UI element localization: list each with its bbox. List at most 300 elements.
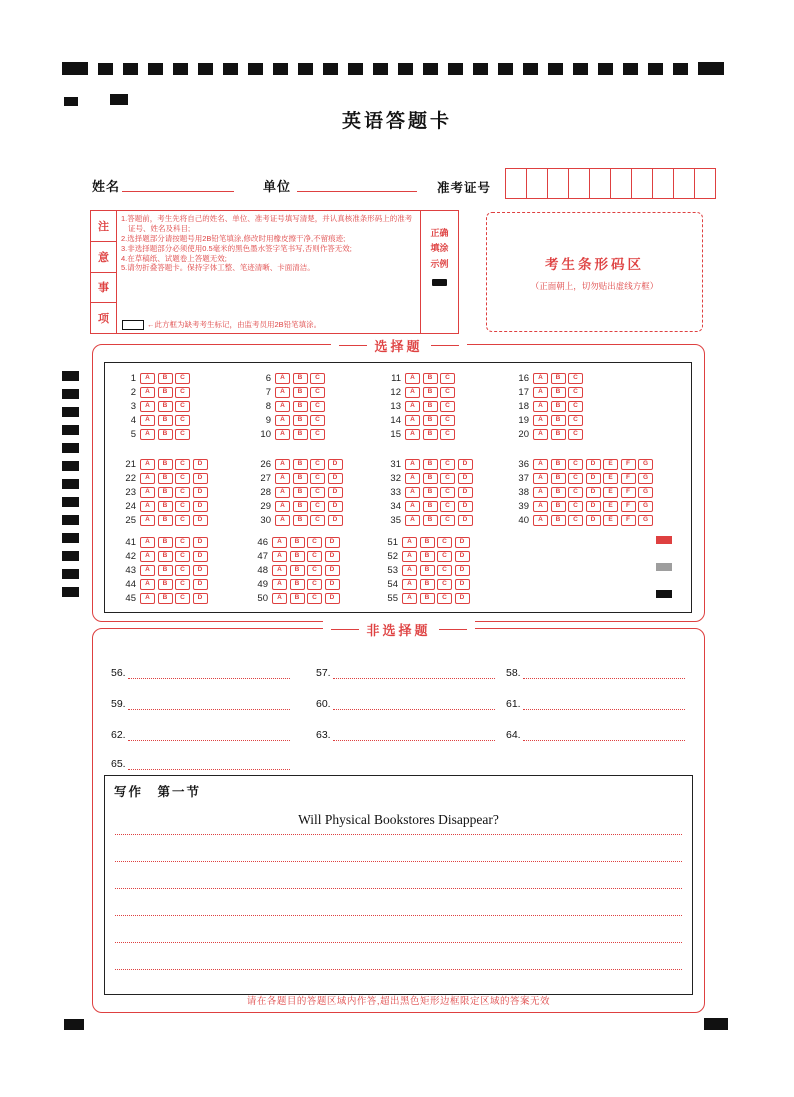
answer-bubble[interactable]: G	[638, 459, 653, 470]
answer-bubble[interactable]: C	[307, 551, 322, 562]
answer-bubble[interactable]: A	[140, 473, 155, 484]
answer-bubble[interactable]: A	[405, 387, 420, 398]
timing-mark	[523, 63, 538, 75]
writing-line[interactable]	[115, 861, 682, 862]
question-number: 24	[125, 500, 136, 512]
answer-bubble[interactable]: B	[551, 459, 566, 470]
answer-bubble[interactable]: A	[533, 515, 548, 526]
answer-bubble[interactable]: E	[603, 501, 618, 512]
timing-mark	[423, 63, 438, 75]
unit-input-line[interactable]	[297, 174, 417, 192]
answer-bubble[interactable]: D	[193, 501, 208, 512]
answer-bubble[interactable]: D	[193, 579, 208, 590]
ticket-digit-box[interactable]	[589, 168, 611, 199]
answer-line[interactable]	[523, 727, 685, 741]
answer-bubble[interactable]: B	[158, 387, 173, 398]
answer-bubble[interactable]: D	[586, 501, 601, 512]
answer-bubble[interactable]: A	[533, 373, 548, 384]
question-number: 29	[260, 500, 271, 512]
ticket-digit-box[interactable]	[526, 168, 548, 199]
answer-bubble[interactable]: A	[140, 487, 155, 498]
question-number: 27	[260, 472, 271, 484]
answer-bubble[interactable]: A	[275, 487, 290, 498]
answer-bubble[interactable]: D	[193, 565, 208, 576]
question-row	[384, 413, 458, 427]
answer-bubble[interactable]: C	[310, 459, 325, 470]
answer-bubble[interactable]: C	[440, 515, 455, 526]
answer-bubble[interactable]: B	[293, 373, 308, 384]
answer-bubble[interactable]: B	[290, 551, 305, 562]
answer-bubble[interactable]: D	[455, 593, 470, 604]
answer-bubble[interactable]: E	[603, 459, 618, 470]
answer-bubble[interactable]: C	[568, 459, 583, 470]
question-row	[384, 399, 458, 413]
answer-bubble[interactable]: B	[551, 515, 566, 526]
answer-bubble[interactable]: D	[325, 593, 340, 604]
timing-mark	[698, 62, 724, 75]
answer-bubble[interactable]: D	[325, 551, 340, 562]
answer-bubble[interactable]: D	[455, 579, 470, 590]
subjective-question	[316, 727, 495, 741]
answer-bubble[interactable]: C	[568, 415, 583, 426]
answer-bubble[interactable]: B	[158, 415, 173, 426]
question-row	[251, 563, 342, 577]
answer-bubble[interactable]: B	[158, 515, 173, 526]
answer-bubble[interactable]: G	[638, 487, 653, 498]
answer-bubble[interactable]: A	[272, 565, 287, 576]
answer-bubble[interactable]: A	[140, 579, 155, 590]
ticket-digit-box[interactable]	[610, 168, 632, 199]
question-number: 31	[390, 458, 401, 470]
answer-bubble[interactable]: A	[275, 373, 290, 384]
answer-bubble[interactable]: D	[455, 551, 470, 562]
choice-column	[119, 457, 210, 527]
answer-bubble[interactable]: F	[621, 487, 636, 498]
answer-bubble[interactable]: B	[551, 473, 566, 484]
answer-line[interactable]	[333, 727, 495, 741]
subjective-section-title: 非选择题	[322, 620, 474, 639]
answer-bubble[interactable]: C	[437, 551, 452, 562]
answer-bubble[interactable]: D	[586, 515, 601, 526]
answer-bubble[interactable]: B	[158, 579, 173, 590]
question-row	[512, 399, 586, 413]
answer-line[interactable]	[128, 756, 290, 770]
absent-checkbox[interactable]	[122, 320, 144, 330]
answer-bubble[interactable]: B	[293, 501, 308, 512]
sample-mark-red	[656, 536, 672, 544]
answer-bubble[interactable]: B	[423, 401, 438, 412]
answer-bubble[interactable]: A	[140, 415, 155, 426]
answer-bubble[interactable]: C	[440, 415, 455, 426]
answer-bubble[interactable]: C	[437, 579, 452, 590]
answer-bubble[interactable]: A	[405, 501, 420, 512]
answer-bubble[interactable]: D	[193, 593, 208, 604]
answer-bubble[interactable]: A	[405, 373, 420, 384]
answer-bubble[interactable]: C	[568, 515, 583, 526]
answer-bubble[interactable]: B	[423, 515, 438, 526]
answer-bubble[interactable]: C	[310, 515, 325, 526]
answer-bubble[interactable]: C	[310, 373, 325, 384]
answer-bubble[interactable]: A	[272, 537, 287, 548]
answer-bubble[interactable]: A	[272, 579, 287, 590]
answer-bubble[interactable]: B	[290, 565, 305, 576]
answer-bubble[interactable]: E	[603, 473, 618, 484]
answer-bubble[interactable]: A	[275, 429, 290, 440]
answer-bubble[interactable]: C	[440, 487, 455, 498]
answer-bubble[interactable]: C	[568, 387, 583, 398]
answer-bubble[interactable]: D	[328, 473, 343, 484]
answer-bubble[interactable]: D	[328, 501, 343, 512]
answer-bubble[interactable]: C	[437, 537, 452, 548]
question-number: 5	[130, 428, 136, 440]
answer-bubble[interactable]: B	[423, 459, 438, 470]
answer-bubble[interactable]: C	[440, 501, 455, 512]
answer-bubble[interactable]: A	[405, 415, 420, 426]
answer-bubble[interactable]: G	[638, 515, 653, 526]
answer-bubble[interactable]: A	[275, 459, 290, 470]
answer-bubble[interactable]: B	[420, 551, 435, 562]
answer-bubble[interactable]: B	[423, 429, 438, 440]
answer-bubble[interactable]: A	[533, 459, 548, 470]
answer-bubble[interactable]: C	[310, 387, 325, 398]
answer-bubble[interactable]: A	[402, 565, 417, 576]
answer-line[interactable]	[128, 727, 290, 741]
answer-bubble[interactable]: B	[158, 487, 173, 498]
answer-bubble[interactable]: C	[175, 501, 190, 512]
answer-bubble[interactable]: A	[140, 551, 155, 562]
subjective-question	[111, 727, 290, 741]
answer-bubble[interactable]: A	[275, 415, 290, 426]
answer-bubble[interactable]: B	[290, 537, 305, 548]
answer-bubble[interactable]: C	[175, 579, 190, 590]
ticket-number-grid	[505, 168, 716, 199]
answer-bubble[interactable]: B	[551, 387, 566, 398]
answer-bubble[interactable]: B	[158, 401, 173, 412]
answer-bubble[interactable]: D	[325, 579, 340, 590]
answer-bubble[interactable]: A	[275, 501, 290, 512]
answer-bubble[interactable]: D	[586, 473, 601, 484]
answer-bubble[interactable]: B	[290, 579, 305, 590]
answer-bubble[interactable]: D	[586, 487, 601, 498]
answer-bubble[interactable]: C	[568, 373, 583, 384]
question-row	[512, 457, 656, 471]
answer-bubble[interactable]: C	[568, 429, 583, 440]
answer-bubble[interactable]: A	[405, 487, 420, 498]
answer-bubble[interactable]: B	[293, 429, 308, 440]
answer-bubble[interactable]: C	[307, 537, 322, 548]
ticket-digit-box[interactable]	[568, 168, 590, 199]
answer-bubble[interactable]: A	[533, 487, 548, 498]
answer-bubble[interactable]: A	[533, 387, 548, 398]
answer-bubble[interactable]: A	[140, 401, 155, 412]
answer-bubble[interactable]: B	[158, 537, 173, 548]
answer-bubble[interactable]: B	[158, 565, 173, 576]
answer-bubble[interactable]: A	[140, 515, 155, 526]
answer-bubble[interactable]: C	[568, 401, 583, 412]
answer-bubble[interactable]: B	[293, 487, 308, 498]
answer-bubble[interactable]: C	[175, 537, 190, 548]
question-row	[119, 499, 210, 513]
answer-bubble[interactable]: B	[551, 487, 566, 498]
timing-mark	[198, 63, 213, 75]
answer-bubble[interactable]: C	[175, 415, 190, 426]
answer-bubble[interactable]: A	[275, 387, 290, 398]
writing-line[interactable]	[115, 942, 682, 943]
answer-bubble[interactable]: B	[158, 551, 173, 562]
answer-bubble[interactable]: D	[586, 459, 601, 470]
answer-bubble[interactable]: D	[325, 565, 340, 576]
answer-bubble[interactable]: C	[440, 401, 455, 412]
notice-instruction: 3.非选择题部分必须使用0.5毫米的黑色墨水签字笔书写,否则作答无效;	[121, 243, 352, 253]
question-row	[254, 371, 328, 385]
answer-bubble[interactable]: D	[328, 487, 343, 498]
writing-line[interactable]	[115, 888, 682, 889]
ticket-digit-box[interactable]	[673, 168, 695, 199]
answer-bubble[interactable]: C	[437, 593, 452, 604]
answer-bubble[interactable]: A	[275, 401, 290, 412]
answer-bubble[interactable]: A	[140, 501, 155, 512]
answer-bubble[interactable]: D	[458, 487, 473, 498]
answer-bubble[interactable]: C	[175, 487, 190, 498]
answer-bubble[interactable]: A	[140, 459, 155, 470]
notice-instruction: 4.在草稿纸、试题卷上答题无效;	[121, 253, 227, 263]
answer-bubble[interactable]: A	[405, 473, 420, 484]
answer-bubble[interactable]: C	[440, 429, 455, 440]
answer-bubble[interactable]: B	[420, 565, 435, 576]
question-number: 62.	[111, 729, 126, 741]
answer-bubble[interactable]: A	[405, 429, 420, 440]
answer-bubble[interactable]: C	[568, 473, 583, 484]
question-number: 61.	[506, 698, 521, 710]
answer-bubble[interactable]: F	[621, 473, 636, 484]
answer-bubble[interactable]: B	[551, 401, 566, 412]
answer-bubble[interactable]: C	[175, 515, 190, 526]
answer-line[interactable]	[523, 696, 685, 710]
answer-bubble[interactable]: B	[293, 387, 308, 398]
notice-instruction: 2.选择题部分请按题号用2B铅笔填涂,修改时用橡皮擦干净,不留痕迹;	[121, 233, 346, 243]
answer-bubble[interactable]: D	[193, 473, 208, 484]
timing-mark	[548, 63, 563, 75]
answer-bubble[interactable]: C	[440, 473, 455, 484]
footer-note: 请在各题目的答题区域内作答,超出黑色矩形边框限定区域的答案无效	[246, 996, 551, 1007]
answer-bubble[interactable]: A	[140, 429, 155, 440]
answer-bubble[interactable]: D	[328, 459, 343, 470]
question-number: 35	[390, 514, 401, 526]
fill-example-column	[420, 211, 458, 333]
answer-bubble[interactable]: B	[423, 415, 438, 426]
ticket-digit-box[interactable]	[547, 168, 569, 199]
answer-bubble[interactable]: F	[621, 459, 636, 470]
question-number: 36	[518, 458, 529, 470]
timing-mark	[62, 551, 79, 561]
answer-bubble[interactable]: B	[293, 415, 308, 426]
answer-bubble[interactable]: C	[175, 401, 190, 412]
answer-line[interactable]	[128, 665, 290, 679]
answer-bubble[interactable]: C	[307, 565, 322, 576]
name-input-line[interactable]	[122, 174, 234, 192]
question-number: 44	[125, 578, 136, 590]
answer-bubble[interactable]: D	[328, 515, 343, 526]
answer-bubble[interactable]: C	[175, 593, 190, 604]
answer-bubble[interactable]: B	[158, 501, 173, 512]
answer-bubble[interactable]: A	[533, 415, 548, 426]
choice-column	[119, 535, 210, 605]
notice-instruction: 5.请勿折叠答题卡。保持字体工整、笔迹清晰、卡面清洁。	[121, 263, 315, 273]
answer-bubble[interactable]: D	[193, 537, 208, 548]
writing-line[interactable]	[115, 834, 682, 835]
answer-bubble[interactable]: E	[603, 515, 618, 526]
answer-bubble[interactable]: C	[175, 473, 190, 484]
answer-bubble[interactable]: A	[405, 401, 420, 412]
answer-bubble[interactable]: C	[310, 401, 325, 412]
answer-bubble[interactable]: A	[140, 373, 155, 384]
answer-line[interactable]	[523, 665, 685, 679]
answer-bubble[interactable]: D	[193, 551, 208, 562]
choice-block	[105, 457, 691, 527]
answer-bubble[interactable]: C	[310, 501, 325, 512]
question-row	[384, 457, 475, 471]
writing-line[interactable]	[115, 969, 682, 970]
choice-section-title: 选择题	[330, 336, 466, 355]
answer-bubble[interactable]: A	[405, 459, 420, 470]
question-number: 37	[518, 472, 529, 484]
timing-mark	[62, 407, 79, 417]
question-number: 58.	[506, 667, 521, 679]
question-number: 11	[391, 372, 401, 384]
answer-bubble[interactable]: B	[158, 593, 173, 604]
answer-bubble[interactable]: B	[420, 537, 435, 548]
answer-bubble[interactable]: C	[175, 565, 190, 576]
answer-bubble[interactable]: B	[551, 429, 566, 440]
answer-bubble[interactable]: B	[423, 373, 438, 384]
question-number: 51	[387, 536, 398, 548]
answer-bubble[interactable]: G	[638, 501, 653, 512]
answer-bubble[interactable]: B	[551, 501, 566, 512]
answer-bubble[interactable]: B	[293, 459, 308, 470]
answer-line[interactable]	[333, 665, 495, 679]
answer-bubble[interactable]: D	[458, 501, 473, 512]
answer-bubble[interactable]: B	[290, 593, 305, 604]
question-number: 10	[260, 428, 271, 440]
answer-bubble[interactable]: B	[158, 473, 173, 484]
name-label: 姓名	[92, 179, 121, 194]
answer-bubble[interactable]: B	[158, 459, 173, 470]
answer-bubble[interactable]: A	[402, 537, 417, 548]
answer-bubble[interactable]: B	[423, 473, 438, 484]
answer-bubble[interactable]: C	[175, 429, 190, 440]
subjective-question	[506, 696, 685, 710]
answer-line[interactable]	[333, 696, 495, 710]
answer-bubble[interactable]: A	[533, 401, 548, 412]
answer-bubble[interactable]: G	[638, 473, 653, 484]
answer-bubble[interactable]: F	[621, 515, 636, 526]
answer-bubble[interactable]: D	[455, 537, 470, 548]
answer-bubble[interactable]: D	[193, 459, 208, 470]
answer-bubble[interactable]: D	[458, 515, 473, 526]
answer-bubble[interactable]: A	[140, 593, 155, 604]
answer-bubble[interactable]: C	[175, 551, 190, 562]
answer-bubble[interactable]: B	[293, 401, 308, 412]
answer-bubble[interactable]: D	[193, 515, 208, 526]
answer-bubble[interactable]: C	[310, 429, 325, 440]
answer-bubble[interactable]: C	[440, 459, 455, 470]
timing-mark	[62, 62, 88, 75]
answer-bubble[interactable]: B	[551, 415, 566, 426]
answer-bubble[interactable]: B	[293, 515, 308, 526]
answer-bubble[interactable]: C	[440, 373, 455, 384]
answer-bubble[interactable]: B	[420, 593, 435, 604]
answer-bubble[interactable]: D	[325, 537, 340, 548]
answer-bubble[interactable]: C	[437, 565, 452, 576]
answer-bubble[interactable]: C	[568, 487, 583, 498]
sample-mark-gray	[656, 563, 672, 571]
answer-bubble[interactable]: A	[140, 565, 155, 576]
answer-bubble[interactable]: C	[310, 415, 325, 426]
answer-bubble[interactable]: A	[405, 515, 420, 526]
answer-bubble[interactable]: B	[551, 373, 566, 384]
answer-bubble[interactable]: C	[175, 459, 190, 470]
question-row	[512, 471, 656, 485]
answer-bubble[interactable]: C	[307, 593, 322, 604]
answer-bubble[interactable]: A	[140, 537, 155, 548]
answer-bubble[interactable]: C	[175, 387, 190, 398]
registration-mark	[704, 1018, 728, 1030]
answer-bubble[interactable]: B	[158, 429, 173, 440]
answer-bubble[interactable]: A	[140, 387, 155, 398]
timing-marks-top	[62, 62, 724, 75]
writing-line[interactable]	[115, 915, 682, 916]
answer-bubble[interactable]: C	[310, 473, 325, 484]
ticket-digit-box[interactable]	[631, 168, 653, 199]
answer-bubble[interactable]: B	[423, 487, 438, 498]
answer-bubble[interactable]: A	[275, 473, 290, 484]
answer-bubble[interactable]: F	[621, 501, 636, 512]
answer-bubble[interactable]: C	[440, 387, 455, 398]
answer-bubble[interactable]: A	[402, 579, 417, 590]
answer-bubble[interactable]: C	[568, 501, 583, 512]
answer-bubble[interactable]: A	[402, 593, 417, 604]
ticket-digit-box[interactable]	[652, 168, 674, 199]
timing-mark	[323, 63, 338, 75]
answer-bubble[interactable]: A	[402, 551, 417, 562]
answer-bubble[interactable]: A	[533, 473, 548, 484]
ticket-digit-box[interactable]	[694, 168, 716, 199]
answer-bubble[interactable]: B	[420, 579, 435, 590]
answer-line[interactable]	[128, 696, 290, 710]
answer-bubble[interactable]: D	[458, 459, 473, 470]
answer-bubble[interactable]: A	[533, 429, 548, 440]
answer-bubble[interactable]: D	[455, 565, 470, 576]
question-row	[119, 577, 210, 591]
answer-bubble[interactable]: C	[175, 373, 190, 384]
answer-bubble[interactable]: A	[533, 501, 548, 512]
answer-bubble[interactable]: A	[275, 515, 290, 526]
answer-bubble[interactable]: D	[193, 487, 208, 498]
answer-bubble[interactable]: D	[458, 473, 473, 484]
answer-bubble[interactable]: B	[293, 473, 308, 484]
answer-bubble[interactable]: B	[158, 373, 173, 384]
answer-bubble[interactable]: B	[423, 387, 438, 398]
question-number: 8	[265, 400, 271, 412]
answer-bubble[interactable]: C	[310, 487, 325, 498]
answer-bubble[interactable]: C	[307, 579, 322, 590]
ticket-digit-box[interactable]	[505, 168, 527, 199]
answer-bubble[interactable]: A	[272, 551, 287, 562]
answer-bubble[interactable]: A	[272, 593, 287, 604]
answer-bubble[interactable]: E	[603, 487, 618, 498]
answer-bubble[interactable]: B	[423, 501, 438, 512]
question-number: 22	[125, 472, 136, 484]
